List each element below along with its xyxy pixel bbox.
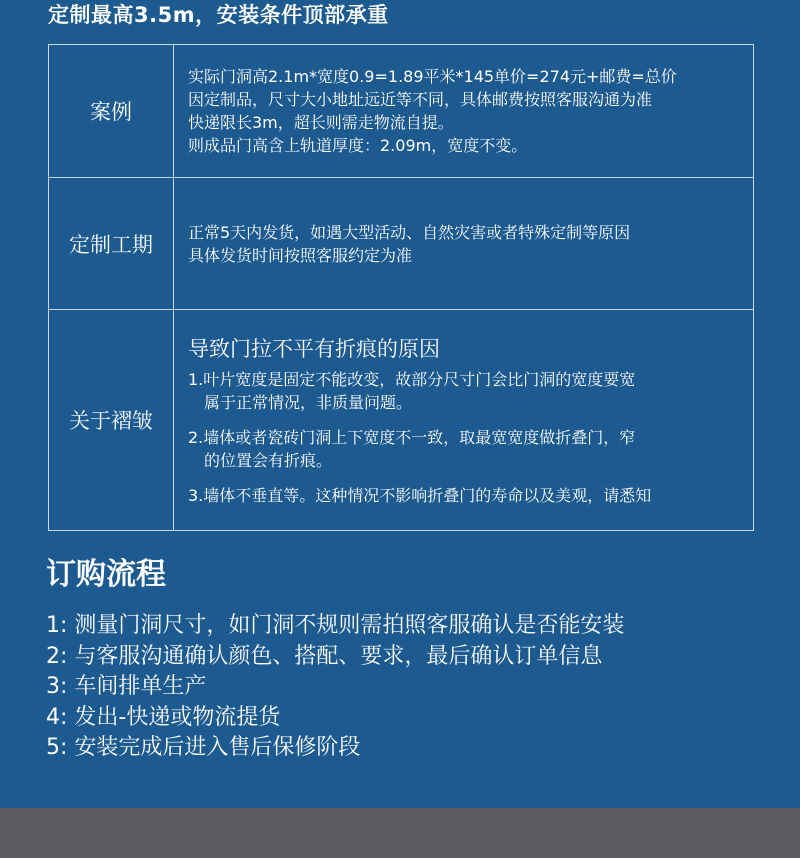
row-content-period bbox=[174, 178, 754, 310]
period-line: 具体发货时间按照客服约定为准 bbox=[188, 245, 413, 265]
info-table bbox=[48, 44, 754, 531]
order-process-title: 订购流程 bbox=[46, 557, 166, 592]
reason-line-cont: 的位置会有折痕。 bbox=[204, 451, 333, 470]
row-label-case: 案例 bbox=[49, 45, 174, 178]
case-line: 因定制品，尺寸大小地址远近等不同，具体邮费按照客服沟通为准 bbox=[188, 90, 653, 109]
table-row-wrinkle bbox=[49, 310, 754, 531]
table-row-case bbox=[49, 45, 754, 178]
list-item: 2: 与客服沟通确认颜色、搭配、要求，最后确认订单信息 bbox=[46, 643, 603, 669]
row-content-case bbox=[174, 45, 754, 178]
bottom-band bbox=[0, 808, 800, 858]
table-row-period bbox=[49, 178, 754, 310]
row-content-wrinkle bbox=[174, 310, 754, 531]
case-line: 实际门洞高2.1m*宽度0.9=1.89平米*145单价=274元+邮费=总价 bbox=[188, 67, 677, 86]
reason-line-cont: 属于正常情况，非质量问题。 bbox=[204, 393, 413, 412]
row-label-period: 定制工期 bbox=[49, 178, 174, 310]
list-item: 3: 车间排单生产 bbox=[46, 674, 207, 699]
top-note: 定制最高3.5m，安装条件顶部承重 bbox=[48, 3, 389, 27]
case-line: 快递限长3m，超长则需走物流自提。 bbox=[188, 113, 454, 132]
row-label-wrinkle: 关于褶皱 bbox=[49, 310, 174, 531]
wrinkle-reason bbox=[188, 484, 743, 507]
list-item: 5: 安装完成后进入售后保修阶段 bbox=[46, 735, 361, 760]
case-line: 则成品门高含上轨道厚度：2.09m，宽度不变。 bbox=[188, 136, 528, 155]
order-steps-list bbox=[46, 611, 624, 764]
list-item: 1: 测量门洞尺寸，如门洞不规则需拍照客服确认是否能安装 bbox=[46, 613, 625, 638]
wrinkle-heading: 导致门拉不平有折痕的原因 bbox=[188, 337, 440, 361]
list-item: 4: 发出-快递或物流提货 bbox=[46, 704, 281, 730]
wrinkle-reason bbox=[188, 426, 743, 472]
reason-line: 3.墙体不垂直等。这种情况不影响折叠门的寿命以及美观，请悉知 bbox=[188, 486, 652, 505]
reason-line: 2.墙体或者瓷砖门洞上下宽度不一致，取最宽宽度做折叠门，窄 bbox=[188, 428, 636, 447]
wrinkle-reason bbox=[188, 368, 743, 414]
period-line: 正常5天内发货，如遇大型活动、自然灾害或者特殊定制等原因 bbox=[188, 222, 631, 242]
reason-line: 1.叶片宽度是固定不能改变，故部分尺寸门会比门洞的宽度要宽 bbox=[188, 370, 636, 389]
